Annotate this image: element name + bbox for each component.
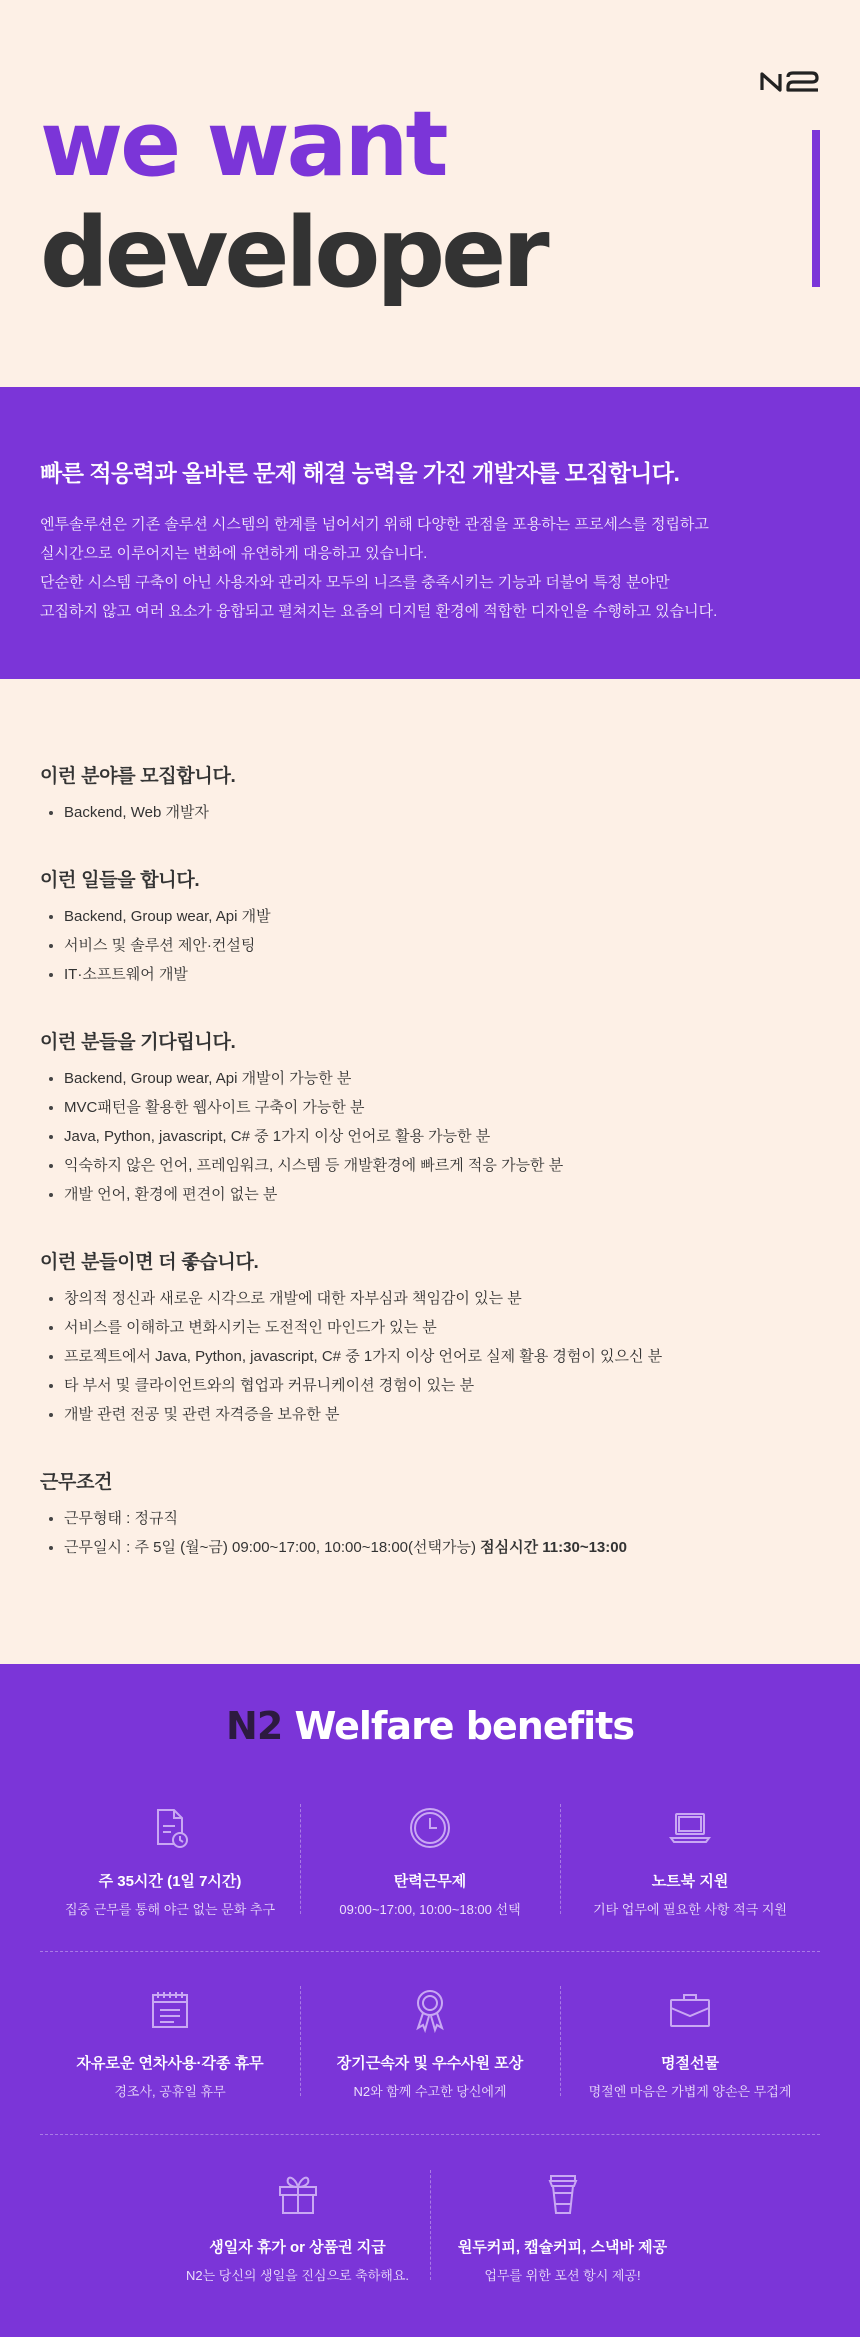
section-conditions: [40, 1467, 820, 1562]
list-item: 개발 언어, 환경에 편견이 없는 분: [40, 1180, 820, 1209]
clock-icon: [406, 1804, 454, 1852]
coffee-cup-icon: [539, 2170, 587, 2218]
list-item: 서비스 및 솔루션 제안·컨설팅: [40, 931, 820, 960]
intro-line: 실시간으로 이루어지는 변화에 유연하게 대응하고 있습니다.: [40, 545, 428, 562]
divider: [40, 1951, 820, 1952]
welfare-item-desc: 09:00~17:00, 10:00~18:00 선택: [339, 1902, 521, 1917]
welfare-item-desc: 집중 근무를 통해 야근 없는 문화 추구: [64, 1902, 276, 1917]
section-title: 이런 분들이면 더 좋습니다.: [40, 1252, 259, 1273]
gift-icon: [274, 2170, 322, 2218]
n2-logo-icon[interactable]: [760, 70, 820, 92]
welfare-item-desc: 경조사, 공휴일 휴무: [114, 2084, 226, 2099]
hero-title-developer: developer: [40, 197, 546, 309]
list-item: 개발 관련 전공 및 관련 자격증을 보유한 분: [40, 1400, 820, 1429]
recruit-details: [0, 679, 860, 1664]
list-item: [40, 1533, 820, 1562]
intro-line: 단순한 시스템 구축이 아닌 사용자와 관리자 모두의 니즈를 충족시키는 기능과 더불어 특정 분야만: [40, 574, 670, 591]
intro-line: 엔투솔루션은 기존 솔루션 시스템의 한계를 넘어서기 위해 다양한 관점을 포용하는 프로세스를 정립하고: [40, 516, 709, 533]
welfare-item-title: 생일자 휴가 or 상품권 지급: [209, 2239, 386, 2256]
list-item: 근무형태 : 정규직: [40, 1504, 820, 1533]
welfare-item: [560, 1804, 820, 1918]
list-item: 서비스를 이해하고 변화시키는 도전적인 마인드가 있는 분: [40, 1313, 820, 1342]
section-field: [40, 761, 820, 827]
list-item: MVC패턴을 활용한 웹사이트 구축이 가능한 분: [40, 1093, 820, 1122]
welfare-item: [40, 1986, 300, 2100]
welfare-item-title: 자유로운 연차사용·각종 휴무: [76, 2055, 264, 2072]
document-clock-icon: [146, 1804, 194, 1852]
section-title: 이런 분들을 기다립니다.: [40, 1032, 236, 1053]
hero-title-we-want: we want: [40, 92, 446, 197]
lunch-hours-text: 점심시간 11:30~13:00: [480, 1539, 627, 1556]
welfare-item-desc: N2와 함께 수고한 당신에게: [353, 2084, 507, 2099]
list-item: IT·소프트웨어 개발: [40, 960, 820, 989]
list-item: 타 부서 및 클라이언트와의 협업과 커뮤니케이션 경험이 있는 분: [40, 1371, 820, 1400]
welfare-item-title: 원두커피, 캡슐커피, 스낵바 제공: [457, 2239, 668, 2256]
welfare-item-desc: N2는 당신의 생일을 진심으로 축하해요.: [185, 2268, 410, 2283]
briefcase-icon: [666, 1986, 714, 2034]
welfare-item-title: 노트북 지원: [651, 1873, 729, 1890]
welfare-section: [0, 1664, 860, 2337]
list-item: 창의적 정신과 새로운 시각으로 개발에 대한 자부심과 책임감이 있는 분: [40, 1284, 820, 1313]
section-title: 이런 일들을 합니다.: [40, 870, 200, 891]
hero-accent-bar: [812, 130, 820, 287]
welfare-item: [40, 1804, 300, 1918]
list-item: Backend, Group wear, Api 개발이 가능한 분: [40, 1064, 820, 1093]
intro-section: [0, 387, 860, 679]
award-medal-icon: [406, 1986, 454, 2034]
intro-heading: 빠른 적응력과 올바른 문제 해결 능력을 가진 개발자를 모집합니다.: [40, 460, 680, 486]
section-work: [40, 865, 820, 989]
welfare-title-brand: N2: [226, 1704, 283, 1748]
laptop-icon: [666, 1804, 714, 1852]
list-item: 익숙하지 않은 언어, 프레임워크, 시스템 등 개발환경에 빠르게 적응 가능한 분: [40, 1151, 820, 1180]
welfare-item-title: 명절선물: [661, 2055, 719, 2072]
hero-section: [0, 0, 860, 387]
welfare-title: [0, 1664, 860, 1748]
welfare-item-title: 장기근속자 및 우수사원 포상: [336, 2055, 524, 2072]
welfare-row: [40, 1804, 820, 1918]
welfare-row: [165, 2170, 695, 2284]
section-preferred: [40, 1247, 820, 1429]
list-item: Backend, Group wear, Api 개발: [40, 902, 820, 931]
welfare-item: [430, 2170, 695, 2284]
welfare-item: [560, 1986, 820, 2100]
list-item: 프로젝트에서 Java, Python, javascript, C# 중 1가지 이상 언어로 실제 활용 경험이 있으신 분: [40, 1342, 820, 1371]
intro-line: 고집하지 않고 여러 요소가 융합되고 펼쳐지는 요즘의 디지털 환경에 적합한 디자인을 수행하고 있습니다.: [40, 603, 718, 620]
welfare-title-text: Welfare benefits: [294, 1704, 634, 1748]
calendar-icon: [146, 1986, 194, 2034]
welfare-item-desc: 명절엔 마음은 가볍게 양손은 무겁게: [588, 2084, 792, 2099]
welfare-item: [165, 2170, 430, 2284]
section-wanted: [40, 1027, 820, 1209]
work-hours-text: 근무일시 : 주 5일 (월~금) 09:00~17:00, 10:00~18:00(선택가능): [64, 1539, 476, 1556]
list-item: Java, Python, javascript, C# 중 1가지 이상 언어로 활용 가능한 분: [40, 1122, 820, 1151]
section-title: 이런 분야를 모집합니다.: [40, 766, 236, 787]
section-title: 근무조건: [40, 1472, 113, 1493]
list-item: Backend, Web 개발자: [40, 798, 820, 827]
welfare-item: [300, 1804, 560, 1918]
welfare-item-title: 탄력근무제: [393, 1873, 467, 1890]
welfare-row: [40, 1986, 820, 2100]
welfare-item-title: 주 35시간 (1일 7시간): [98, 1873, 242, 1890]
welfare-item-desc: 기타 업무에 필요한 사항 적극 지원: [593, 1902, 787, 1917]
welfare-item-desc: 업무를 위한 포션 항시 제공!: [484, 2268, 641, 2283]
welfare-item: [300, 1986, 560, 2100]
divider: [40, 2134, 820, 2135]
